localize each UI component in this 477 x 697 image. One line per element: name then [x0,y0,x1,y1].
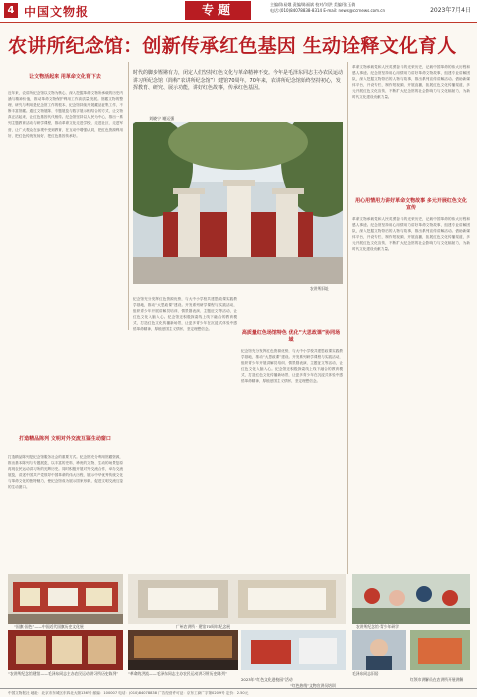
page-number: 4 [4,3,18,18]
revolution-exhibit-image [128,630,238,670]
paper-logo: 中国文物报 [24,5,90,19]
photo-caption-8: 毛泽东同志旧居 [352,671,379,676]
exhibition-hall-image [8,574,123,624]
anniversary-exhibit-image [128,574,346,624]
exhibit-photo-5 [128,630,238,670]
students-visit-image [352,574,470,624]
column-divider [128,62,129,330]
photo-caption-5: 农讲所纪念馆·青少年研学 [356,624,399,629]
main-photo [133,122,343,284]
body-column-4: 纪念馆充分发挥红色资源优势，与大中小学校共建思政课实践教学基地，推动“大思政课”建设。开发系列研学课程与实践活动，组织青少年开展讲解员培训、情景剧表演、主题征文等活动，让红色文化入脑入心。纪念馆还积极探索线上线下融合的教育模式，打造红色文化传播新场景，让更多青少年在沉浸式体验中感悟革命精神，厚植爱国主义情怀，坚定理想信念。 [241,349,343,384]
subhead-3: 高质量红色场馆特色 优化“大思政课”协同场域 [241,330,341,343]
masthead [0,0,477,23]
photo-caption-1: “国旗·国色”——中国近代国旗历史文化展 [14,624,84,629]
subhead-4: 用心用情用力讲好革命文物故事 多元开展红色文化宣传 [355,198,467,211]
training-image [352,630,406,670]
body-column-5: 革命文物承载党和人民英勇奋斗的光荣历史，记载中国革命的伟大历程和感人事迹。纪念馆坚持用心用情用力讲好革命文物故事，组建专业讲解团队，深入挖掘文物背后的人物与故事，推出系列宣传讲解活动。借助新媒体平台，开设专栏、制作短视频、开展直播，拓展红色文化传播渠道，多元开展红色文化宣传，不断扩大纪念馆的社会影响力与文化辐射力，为新时代文化建设贡献力量。 [352,65,470,100]
photo-caption-9: 红领巾讲解员在农讲所开展讲解 [410,677,464,682]
photo-caption-6: 2023年“红色文化进校园”活动 [241,677,293,682]
exhibit-photo-8 [410,630,470,670]
memorial-gate-image [133,122,343,284]
body-column-6: 革命文物承载党和人民英勇奋斗的光荣历史，记载中国革命的伟大历程和感人事迹。纪念馆坚持用心用情用力讲好革命文物故事，组建专业讲解团队，深入挖掘文物背后的人物与故事，推出系列宣传讲解活动。借助新媒体平台，开设专栏、制作短视频、开展直播，拓展红色文化传播渠道，多元开展红色文化宣传，不断扩大纪念馆的社会影响力与文化辐射力，为新时代文化建设贡献力量。 [352,217,470,252]
body-column-1: 近年来，农讲所纪念馆以文物为核心，深入挖掘革命文物所承载的历史内涵与精神价值，推动革命文物保护利用工作高质量发展。馆藏文物的整理、研究与利用是纪念馆工作的根本，纪念馆持续开展藏品征集工作，不断丰富馆藏。通过文物展陈、专题展览与数字展示相结合的方式，让文物真正活起来，让红色基因代代相传。纪念馆坚持以人民为中心，推出一系列主题教育活动与研学课程，推动革命文化走进学校、走进社区、走进军营，让广大观众在参观中受到教育，在互动中增强认同，把红色资源利用好、把红色传统发扬好、把红色基因传承好。 [8,91,123,138]
exhibit-photo-3 [352,574,470,624]
footer: 中国文物报社 地址：北京市东城区东四北大街136号 邮编：100007 电话：(010)84078838 广告经营许可证：京东工商广字第0209号 定价：2.50元 [0,688,477,696]
photo-caption-4: “革命的洪流——毛泽东同志主办农民运动讲习所历史陈列” [128,671,227,676]
section-label: 专题 [185,1,251,20]
issue-date: 2023年7月4日 [430,7,471,14]
young-guide-image [410,630,470,670]
exhibit-photo-1 [8,574,123,624]
school-event-image [241,630,346,670]
body-column-2: 打造精品陈列是纪念馆服务社会的重要方式。纪念馆充分利用馆藏资源，推出基本陈列与专题展览，以丰富的史料、珍贵的文物、生动的场景复原再现农民运动讲习所的光辉历史。同时积极开展对外交流合作，举办交流展览，讲述中国共产党领导中国革命的伟大历程，展示中华优秀传统文化与革命文化的独特魅力，使纪念馆成为展示国家形象、促进文明交流互鉴的生动窗口。 [8,455,123,490]
subhead-2: 打造精品陈列 文明对外交流互鉴生动窗口 [19,436,111,442]
photo-caption-3: “农讲所纪念馆建馆——毛泽东同志主办农民运动讲习所历史陈列” [8,671,119,676]
main-photo-caption: 农讲所旧址 [310,286,329,291]
exhibit-photo-6 [241,630,346,670]
photo-caption-7: “红色热线”文物宣讲员培训 [290,683,336,688]
exhibit-photo-7 [352,630,406,670]
editor-info: 主编/陈易娥 责编/陈福斌 校对/刘洪 美编/张玉倩 电话:(010)84078838-8314 E-mail: news@ccrnews.com.cn [270,2,386,13]
photo-caption-2: 广州农讲所 · 建馆70周年纪念展 [176,624,231,629]
column-divider [347,62,348,574]
article-lead: 时代的脚步铿锵有力，闭定人们坚持红色文化与革命精神不变。今年是毛泽东同志主办农民运动讲习所纪念馆（简称“农讲所纪念馆”）建馆70周年。70年来，农讲所纪念馆始终坚持初心，发挥教育、研究、展示功能，讲好红色故事，传承红色基因。 [133,70,344,91]
exhibit-photo-4 [8,630,123,670]
exhibit-photo-2 [128,574,346,624]
history-display-image [8,630,123,670]
body-column-3: 纪念馆充分发挥红色资源优势，与大中小学校共建思政课实践教学基地，推动“大思政课”建设。开发系列研学课程与实践活动，组织青少年开展讲解员培训、情景剧表演、主题征文等活动，让红色文化入脑入心。纪念馆还积极探索线上线下融合的教育模式，打造红色文化传播新场景，让更多青少年在沉浸式体验中感悟革命精神，厚植爱国主义情怀，坚定理想信念。 [133,297,237,332]
article-byline: 刘晓宁 谢运强 [149,116,175,121]
article-title: 农讲所纪念馆：创新传承红色基因 生动诠释文化育人 [8,35,457,57]
subhead-1: 让文物活起来 用革命文化育下去 [29,74,101,80]
